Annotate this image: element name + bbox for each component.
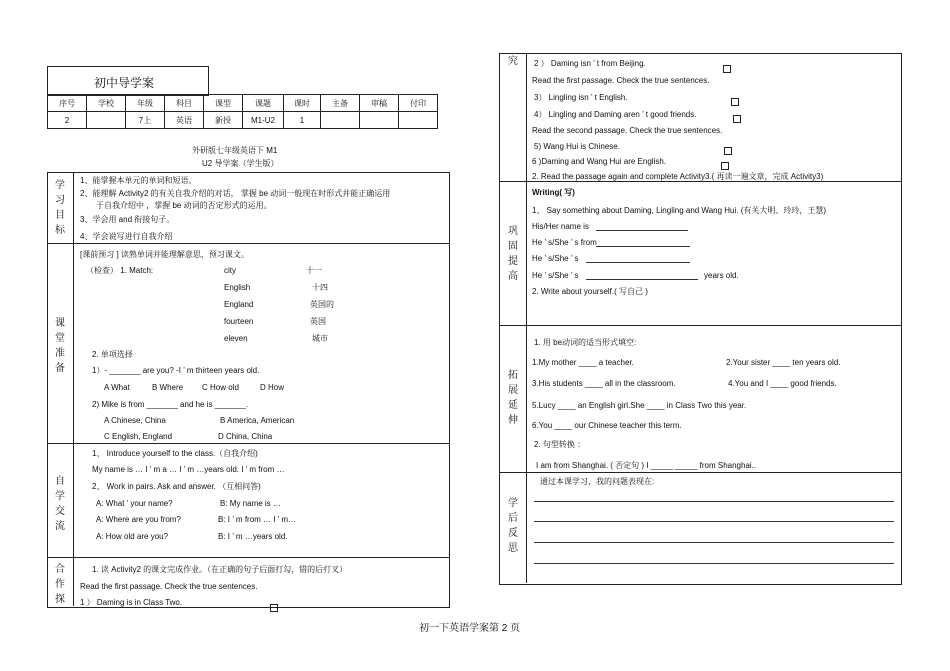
- coop-item-text: 2 ） Daming isn ’ t from Beijing.: [534, 59, 646, 68]
- extend-sentence: 1.My mother ____ a teacher.: [532, 358, 634, 367]
- match-zh: 城市: [312, 334, 328, 343]
- self-line: 1、 Introduce yourself to the class.（自我介绍): [92, 449, 258, 458]
- divider: [499, 325, 901, 326]
- section-label-self: 自学交流: [55, 476, 65, 532]
- value-cell: M1-U2: [243, 112, 284, 129]
- qa-question: A: How old are you?: [96, 532, 169, 541]
- answer-blank[interactable]: [586, 262, 690, 263]
- writing-task1: 1、 Say something about Daming, Lingling and Wang Hui. (有关大明、玲玲，王慧): [532, 206, 827, 215]
- writing-line: He ’ s/She ’ s from: [532, 238, 597, 247]
- match-en: eleven: [224, 334, 248, 343]
- section-label-coop-cont: 究: [508, 56, 518, 67]
- head-cell: 付印: [399, 95, 438, 112]
- choice-option: B America, American: [220, 416, 295, 425]
- coop-item-text: 1 ） Daming is in Class Two.: [80, 598, 183, 607]
- match-en: English: [224, 283, 251, 292]
- reflect-prompt: 通过本课学习，我的问题表现在:: [540, 477, 655, 486]
- writing-title: Writing( 写): [532, 188, 575, 197]
- choice-option: D How: [260, 383, 285, 392]
- choice-option: C How old: [202, 383, 239, 392]
- choice-option: D China, China: [218, 432, 273, 441]
- goal-item: 1、能掌握本单元的单词和短语。: [80, 176, 197, 185]
- match-zh: 英国: [310, 317, 326, 326]
- prep-check: （检查） 1. Match:: [86, 266, 154, 275]
- section-label-coop: 合作探: [55, 564, 65, 605]
- head-cell: 课题: [243, 95, 284, 112]
- qa-question: A: What ’ your name?: [96, 499, 173, 508]
- coop-item-text: 5) Wang Hui is Chinese.: [534, 142, 620, 151]
- right-label-divider: [526, 53, 527, 583]
- doc-title-box: [47, 66, 209, 96]
- match-en: England: [224, 300, 254, 309]
- match-en: fourteen: [224, 317, 254, 326]
- writing-line: He ’ s/She ’ s: [532, 254, 579, 263]
- qa-answer: B: I ’ m …years old.: [218, 532, 288, 541]
- head-table: [47, 94, 438, 129]
- checkbox[interactable]: [729, 93, 739, 111]
- extend-sentence: 5.Lucy ____ an English girl.She ____ in Class Two this year.: [532, 401, 747, 410]
- head-cell: 序号: [48, 95, 87, 112]
- answer-blank[interactable]: [596, 246, 690, 247]
- coop-item-text: 4） Lingling and Daming aren ’ t good friends.: [534, 110, 697, 119]
- answer-blank[interactable]: [596, 230, 688, 231]
- section-label-goals: 学习目标: [55, 180, 65, 236]
- coop-item-text: 3） Lingling isn ’ t English.: [534, 93, 628, 102]
- coop-line: 1. 读 Activity2 的课文完成作业。（在正确的句子后面打勾，错的后打叉）: [92, 565, 348, 574]
- head-cell: 课时: [284, 95, 321, 112]
- head-cell: 学校: [87, 95, 126, 112]
- coop-second: Read the second passage. Check the true sentences.: [532, 126, 723, 135]
- goal-item: 3、学会用 and 衔接句子。: [80, 215, 175, 224]
- years-old: years old.: [704, 271, 739, 280]
- value-cell: 1: [284, 112, 321, 129]
- extend-task2: 2. 句型转换 ：: [534, 440, 586, 449]
- checkbox[interactable]: [268, 599, 278, 617]
- head-cell: 年级: [126, 95, 165, 112]
- checkbox[interactable]: [721, 60, 731, 78]
- divider: [47, 243, 449, 244]
- choice-q1: 1）- _______ are you? -I ’ m thirteen years old.: [92, 366, 260, 375]
- choice-option: C English, England: [104, 432, 173, 441]
- extend-sentence: 4.You and I ____ good friends.: [728, 379, 837, 388]
- choice-title: 2. 单项选择: [92, 350, 133, 359]
- choice-q2: 2) Mike is from _______ and he is _______.: [92, 400, 249, 409]
- checkbox[interactable]: [731, 110, 741, 128]
- divider: [47, 557, 449, 558]
- subtitle-line2: U2 导学案（学生版）: [202, 159, 279, 168]
- section-label-consolidate: 巩固提高: [508, 226, 518, 282]
- section-label-reflect: 学后反思: [508, 498, 518, 554]
- qa-answer: B: I ’ m from … I ’ m…: [218, 515, 297, 524]
- coop-line: Read the first passage. Check the true sentences.: [532, 76, 710, 85]
- value-cell: 英语: [165, 112, 204, 129]
- extend-task1: 1. 用 be动词的适当形式填空:: [534, 338, 637, 347]
- head-cell: 审稿: [360, 95, 399, 112]
- writing-line: He ’ s/She ’ s: [532, 271, 579, 280]
- choice-option: A What: [104, 383, 130, 392]
- reflect-line[interactable]: [534, 563, 894, 564]
- head-cell: 课型: [204, 95, 243, 112]
- goal-item: 4、学会说写进行自我介绍: [80, 232, 173, 241]
- match-zh: 十四: [312, 283, 328, 292]
- value-cell: [87, 112, 126, 129]
- qa-answer: B: My name is …: [220, 499, 281, 508]
- extend-transform: I am from Shanghai. ( 否定句 ) I _____ _____ from Shanghai..: [536, 461, 757, 470]
- value-cell: [399, 112, 438, 129]
- section-label-prep: 课堂准备: [55, 318, 65, 374]
- left-label-divider: [73, 172, 74, 606]
- coop-line: Read the first passage. Check the true sentences.: [80, 582, 258, 591]
- goal-item: 2、能理解 Activity2 的有关自我介绍的对话， 掌握 be 动词一般现在时形式并能正确运用: [80, 189, 391, 198]
- coop-item-text: 6 )Daming and Wang Hui are English.: [532, 157, 666, 166]
- goal-item: 于自我介绍中 ，掌握 be 动词的否定形式的运用。: [96, 201, 272, 210]
- page-footer: 初一下英语学案第 2 页: [419, 623, 521, 634]
- head-table-value-row: [48, 112, 438, 129]
- qa-question: A: Where are you from?: [96, 515, 181, 524]
- coop-complete: 2. Read the passage again and complete Activity3.( 再读一遍文章，完成 Activity3): [532, 172, 824, 181]
- reflect-line[interactable]: [534, 501, 894, 502]
- match-zh: 英国的: [310, 300, 334, 309]
- extend-sentence: 3.His students ____ all in the classroom.: [532, 379, 676, 388]
- self-line: 2、 Work in pairs. Ask and answer. （互相问答): [92, 482, 261, 491]
- choice-option: A Chinese, China: [104, 416, 166, 425]
- match-en: city: [224, 266, 236, 275]
- section-label-extend: 拓展延伸: [508, 370, 518, 426]
- choice-option: B Where: [152, 383, 184, 392]
- subtitle-line1: 外研版七年级英语下 M1: [192, 146, 278, 155]
- extend-sentence: 6.You ____ our Chinese teacher this term.: [532, 421, 682, 430]
- value-cell: [321, 112, 360, 129]
- reflect-line[interactable]: [534, 521, 894, 522]
- match-zh: 十一: [306, 266, 322, 275]
- writing-task2: 2. Write about yourself.( 写自己 ): [532, 287, 648, 296]
- writing-line: His/Her name is: [532, 222, 589, 231]
- value-cell: 2: [48, 112, 87, 129]
- coop-item: [80, 598, 182, 608]
- value-cell: [360, 112, 399, 129]
- self-line: My name is … I ’ m a … I ’ m …years old. I ’ m from …: [92, 465, 285, 474]
- reflect-line[interactable]: [534, 542, 894, 543]
- doc-title: 初中导学案: [94, 76, 155, 90]
- value-cell: 7上: [126, 112, 165, 129]
- value-cell: 新授: [204, 112, 243, 129]
- head-table-header-row: [48, 95, 438, 112]
- divider: [47, 443, 449, 444]
- divider: [499, 472, 901, 473]
- answer-blank[interactable]: [586, 279, 698, 280]
- head-cell: 科目: [165, 95, 204, 112]
- extend-sentence: 2.Your sister ____ ten years old.: [726, 358, 841, 367]
- prep-intro: [课前预习 ] 读熟单词并能理解意思，预习课文。: [80, 250, 249, 259]
- head-cell: 主备: [321, 95, 360, 112]
